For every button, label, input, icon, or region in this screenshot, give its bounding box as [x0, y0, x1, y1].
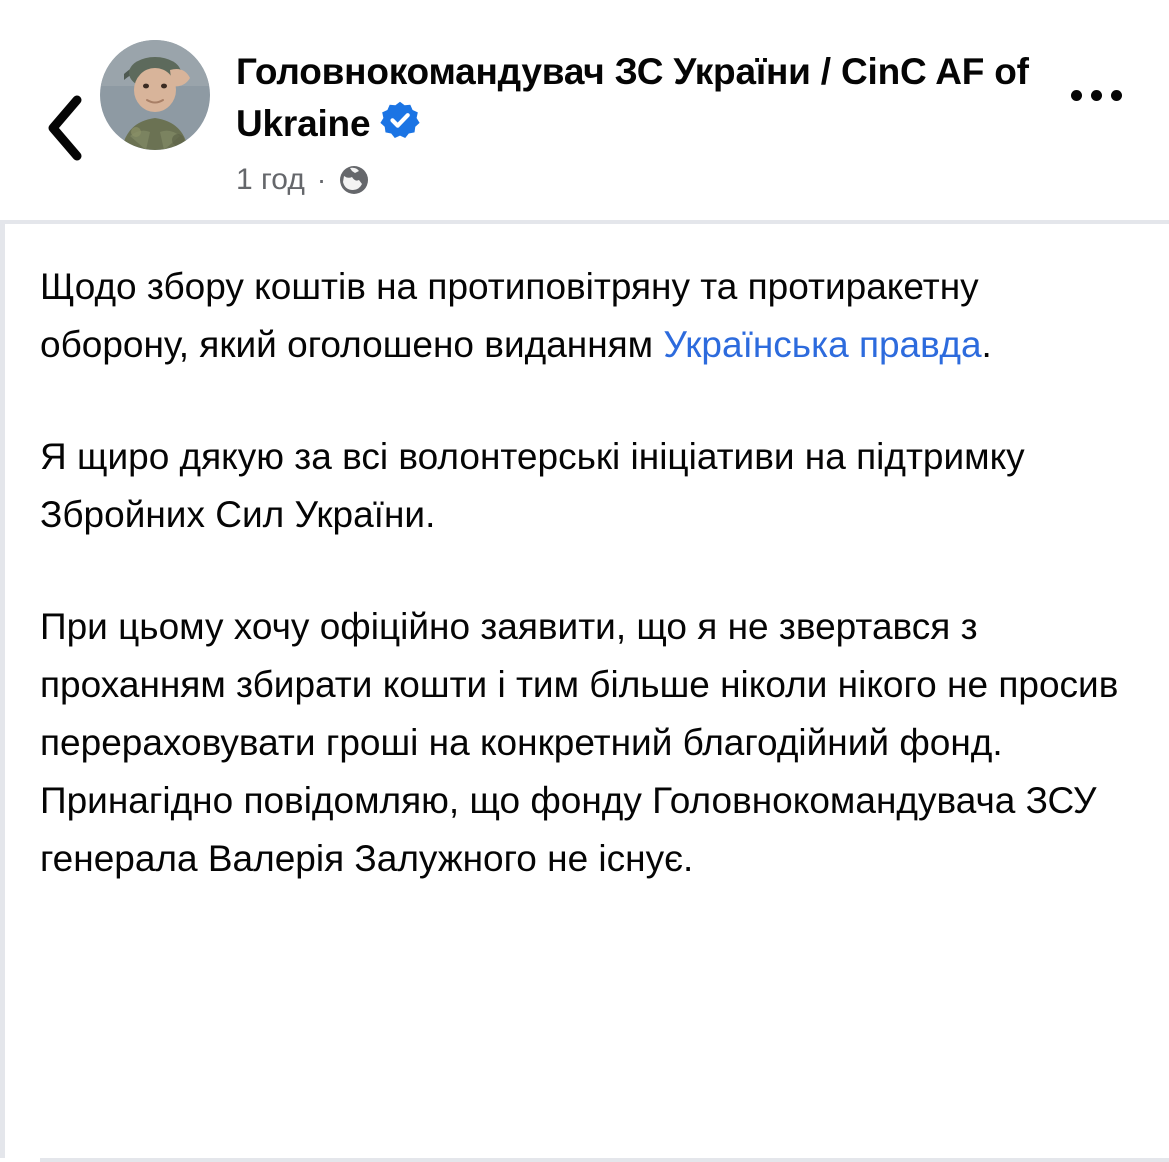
profile-photo [100, 40, 210, 150]
avatar[interactable] [100, 40, 210, 150]
back-button[interactable] [28, 24, 100, 162]
post-paragraph-1 [40, 258, 1129, 374]
verified-badge-icon [380, 100, 420, 140]
page-name-row [236, 46, 1051, 150]
footer-divider [40, 1158, 1169, 1162]
post-paragraph-3: При цьому хочу офіційно заявити, що я не звертався з проханням збирати кошти і тим більше ніколи нікого не просив перераховувати гроші на конкретний благодійний фонд. Принагідно повідомляю, що фонду Головнокомандувача ЗСУ генерала Валерія Залужного не існує. [40, 606, 1119, 879]
meta-separator: · [316, 164, 327, 195]
post-paragraph-2: Я щиро дякую за всі волонтерські ініціативи на підтримку Збройних Сил України. [40, 436, 1025, 535]
more-options-button[interactable] [1051, 24, 1141, 101]
post-author-block [210, 24, 1051, 198]
post-content [0, 224, 1169, 1158]
paragraph-1-text-before-link: Щодо збору коштів на протиповітряну та протиракетну оборону, який оголошено виданням [40, 266, 979, 365]
page-name[interactable]: Головнокомандувач ЗС України / CinC AF of Ukraine [236, 51, 1029, 144]
globe-icon[interactable] [338, 164, 370, 196]
ukrainska-pravda-link[interactable]: Українська правда [663, 324, 982, 365]
paragraph-1-text-after-link: . [981, 324, 992, 365]
post-meta [236, 162, 1051, 198]
chevron-left-icon [43, 94, 85, 162]
more-options-icon [1071, 90, 1122, 101]
post-timestamp[interactable]: 1 год [236, 163, 305, 196]
post-header [0, 0, 1169, 216]
